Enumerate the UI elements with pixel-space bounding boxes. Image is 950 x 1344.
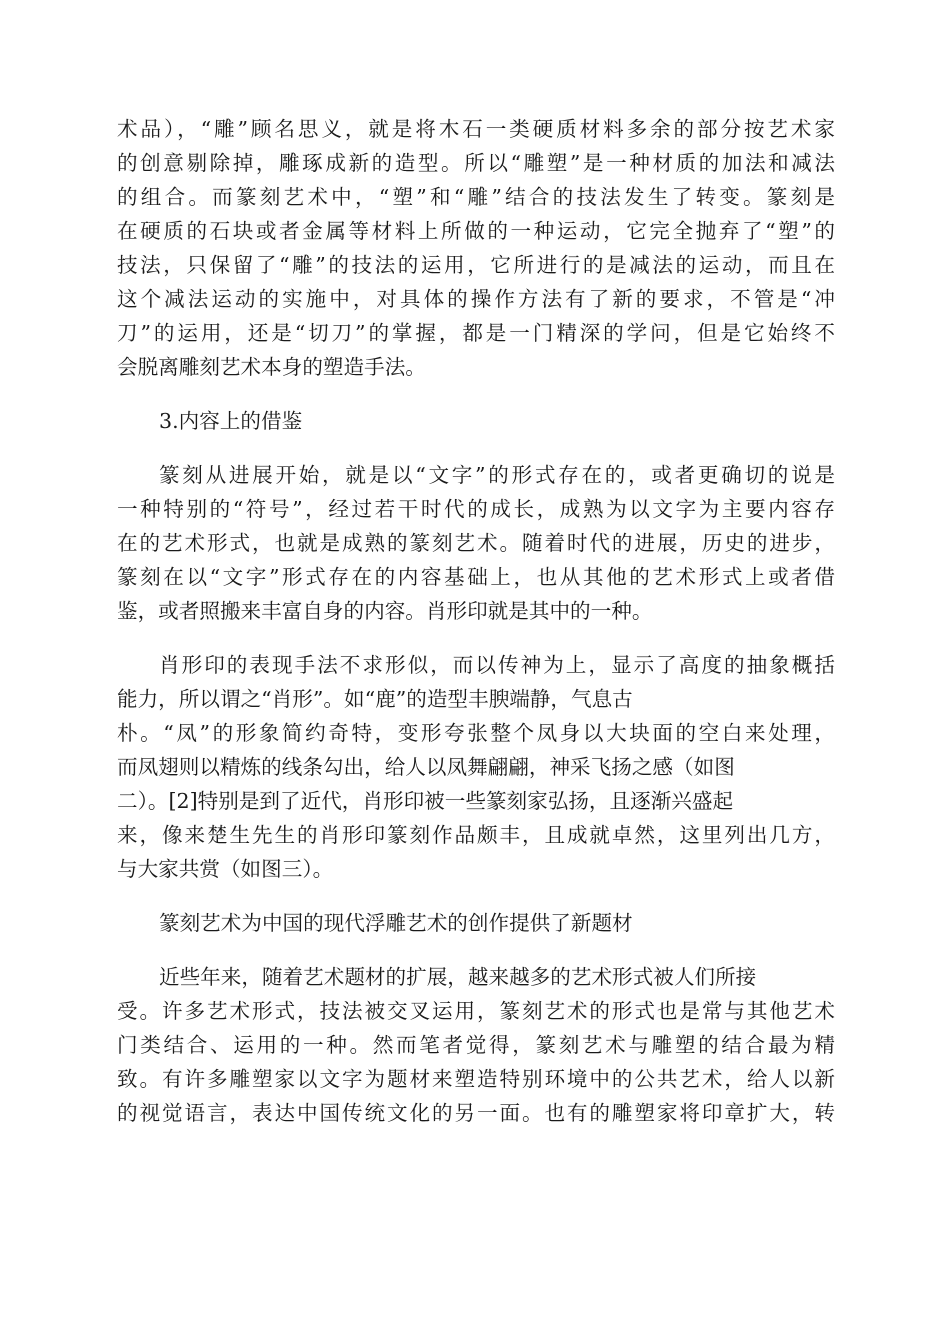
text-line: 能力，所以谓之“肖形”。如“鹿”的造型丰腴端静，气息古 — [117, 687, 633, 711]
text-line: 这个减法运动的实施中，对具体的操作方法有了新的要求，不管是“冲 — [117, 287, 835, 311]
section-heading — [117, 404, 835, 438]
text-line: 来，像来楚生先生的肖形印篆刻作品颇丰，且成就卓然，这里列出几方， — [117, 823, 835, 847]
text-line: 在的艺术形式，也就是成熟的篆刻艺术。随着时代的进展，历史的进步， — [117, 531, 835, 555]
text-line: 刀”的运用，还是“切刀”的掌握，都是一门精深的学问，但是它始终不 — [117, 321, 835, 345]
text-line: 肖形印的表现手法不求形似，而以传神为上，显示了高度的抽象概括 — [159, 653, 835, 677]
text-line: 的创意剔除掉，雕琢成新的造型。所以“雕塑”是一种材质的加法和减法 — [117, 151, 835, 175]
text-line: 篆刻从进展开始，就是以“文字”的形式存在的，或者更确切的说是 — [159, 463, 835, 487]
document-body — [117, 112, 835, 1130]
text-line: 与大家共赏（如图三）。 — [117, 857, 334, 881]
section-heading — [117, 906, 835, 940]
text-line: 篆刻在以“文字”形式存在的内容基础上，也从其他的艺术形式上或者借 — [117, 565, 835, 589]
paragraph — [117, 648, 835, 886]
text-line: 技法，只保留了“雕”的技法的运用，它所进行的是减法的运动，而且在 — [117, 253, 835, 277]
text-line: 致。有许多雕塑家以文字为题材来塑造特别环境中的公共艺术，给人以新 — [117, 1067, 835, 1091]
text-line: 近些年来，随着艺术题材的扩展，越来越多的艺术形式被人们所接 — [159, 965, 757, 989]
text-line: 受。许多艺术形式，技法被交叉运用，篆刻艺术的形式也是常与其他艺术 — [117, 999, 835, 1023]
paragraph — [117, 960, 835, 1130]
text-line: 门类结合、运用的一种。然而笔者觉得，篆刻艺术与雕塑的结合最为精 — [117, 1033, 835, 1057]
text-line: 在硬质的石块或者金属等材料上所做的一种运动，它完全抛弃了“塑”的 — [117, 219, 835, 243]
text-line: 鉴，或者照搬来丰富自身的内容。肖形印就是其中的一种。 — [117, 599, 653, 623]
heading-text: 篆刻艺术为中国的现代浮雕艺术的创作提供了新题材 — [159, 911, 633, 935]
text-line: 二）。[2]特别是到了近代，肖形印被一些篆刻家弘扬，且逐渐兴盛起 — [117, 789, 734, 813]
text-line: 而凤翅则以精炼的线条勾出，给人以凤舞翩翩，神采飞扬之感（如图 — [117, 755, 735, 779]
text-line: 的组合。而篆刻艺术中，“塑”和“雕”结合的技法发生了转变。篆刻是 — [117, 185, 835, 209]
text-line: 一种特别的“符号”，经过若干时代的成长，成熟为以文字为主要内容存 — [117, 497, 835, 521]
text-line: 的视觉语言，表达中国传统文化的另一面。也有的雕塑家将印章扩大，转 — [117, 1101, 835, 1125]
paragraph — [117, 112, 835, 384]
text-line: 会脱离雕刻艺术本身的塑造手法。 — [117, 355, 426, 379]
heading-text: 3.内容上的借鉴 — [159, 409, 303, 433]
text-line: 朴。“凤”的形象简约奇特，变形夸张整个凤身以大块面的空白来处理， — [117, 721, 835, 745]
text-line: 术品），“雕”顾名思义，就是将木石一类硬质材料多余的部分按艺术家 — [117, 117, 835, 141]
paragraph — [117, 458, 835, 628]
